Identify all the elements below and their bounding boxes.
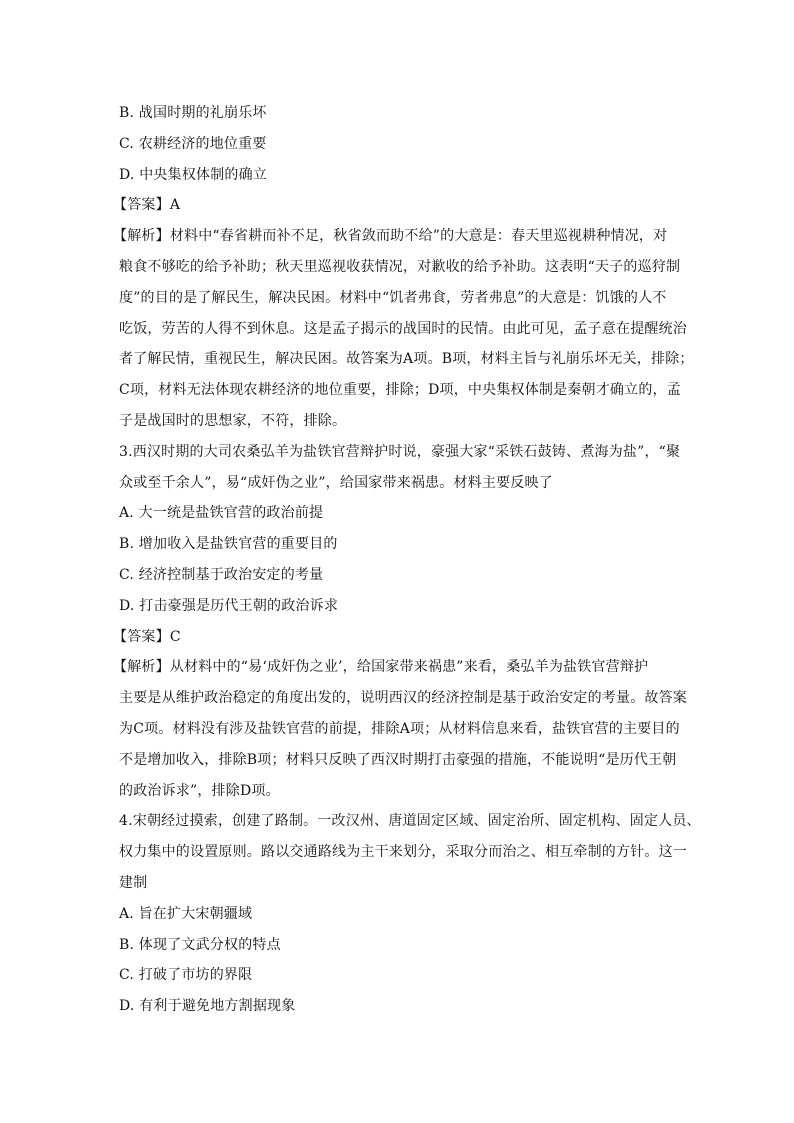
q2-analysis-line: 子是战国时的思想家，不符，排除。 [119, 412, 347, 429]
q4-option-d: D. 有利于避免地方割据现象 [119, 998, 296, 1015]
answer-tag: 【答案】 [113, 628, 170, 645]
answer-tag: 【答案】 [113, 197, 170, 214]
q3-option-d: D. 打击豪强是历代王朝的政治诉求 [119, 597, 339, 614]
q2-answer [113, 190, 679, 221]
answer-value: A [169, 197, 181, 214]
analysis-tag: 【解析】 [113, 659, 170, 676]
q3-analysis-line: 主要是从维护政治稳定的角度出发的，说明西汉的经济控制是基于政治安定的考量。故答案 [119, 690, 687, 707]
q2-option-c: C. 农耕经济的地位重要 [119, 135, 267, 152]
q2-analysis-line: 粮食不够吃的给予补助；秋天里巡视收获情况，对歉收的给予补助。这表明“天子的巡狩制 [119, 258, 681, 275]
q4-stem-line: 4.宋朝经过摸索，创建了路制。一改汉州、唐道固定区域、固定治所、固定机构、固定人员、 [119, 813, 701, 830]
q4-stem-line: 建制 [119, 874, 148, 891]
q2-option-d: D. 中央集权体制的确立 [119, 166, 268, 183]
q2-analysis-line: 者了解民情，重视民生，解决民困。故答案为A项。B项，材料主旨与礼崩乐坏无关，排除； [119, 351, 694, 368]
q3-analysis-line: 为C项。材料没有涉及盐铁官营的前提，排除A项；从材料信息来看，盐铁官营的主要目的 [119, 720, 680, 737]
q4-option-c: C. 打破了市坊的界限 [119, 967, 253, 984]
q3-stem-line: 众或至千余人”，易“成奸伪之业”，给国家带来祸患。材料主要反映了 [119, 474, 553, 491]
q3-analysis-line: 【解析】从材料中的“易‘成奸伪之业’，给国家带来祸患”来看，桑弘羊为盐铁官营辩护 [113, 659, 649, 676]
q4-option-a: A. 旨在扩大宋朝疆域 [119, 905, 253, 922]
q3-option-a: A. 大一统是盐铁官营的政治前提 [119, 505, 324, 522]
q3-analysis-line: 的政治诉求”，排除D项。 [119, 782, 280, 799]
q2-analysis-line: C项，材料无法体现农耕经济的地位重要，排除；D项，中央集权体制是秦朝才确立的，孟 [119, 382, 681, 399]
q2-analysis-line: 吃饭，劳苦的人得不到休息。这是孟子揭示的战国时的民情。由此可见，孟子意在提醒统治 [119, 320, 687, 337]
q2-analysis-line: 度”的目的是了解民生，解决民困。材料中“饥者弗食，劳者弗息”的大意是：饥饿的人不 [119, 289, 667, 306]
q3-option-c: C. 经济控制基于政治安定的考量 [119, 566, 324, 583]
content-column [113, 98, 701, 1022]
q2-option-b: B. 战国时期的礼崩乐坏 [119, 105, 267, 121]
q4-option-b: B. 体现了文武分权的特点 [119, 936, 281, 953]
q3-stem-line: 3.西汉时期的大司农桑弘羊为盐铁官营辩护时说，豪强大家“采铁石鼓铸、煮海为盐”，“聚 [119, 443, 681, 460]
analysis-tag: 【解析】 [113, 228, 170, 245]
q3-answer [113, 622, 679, 653]
q2-analysis-line: 【解析】材料中“春省耕而补不足，秋省敛而助不给”的大意是：春天里巡视耕种情况，对 [113, 228, 668, 245]
q4-stem-line: 权力集中的设置原则。路以交通路线为主干来划分，采取分而治之、相互牵制的方针。这一 [119, 844, 687, 861]
q3-analysis-line: 不是增加收入，排除B项；材料只反映了西汉时期打击豪强的措施，不能说明“是历代王朝 [119, 751, 677, 768]
q3-option-b: B. 增加收入是盐铁官营的重要目的 [119, 536, 338, 553]
answer-value: C [169, 628, 181, 645]
